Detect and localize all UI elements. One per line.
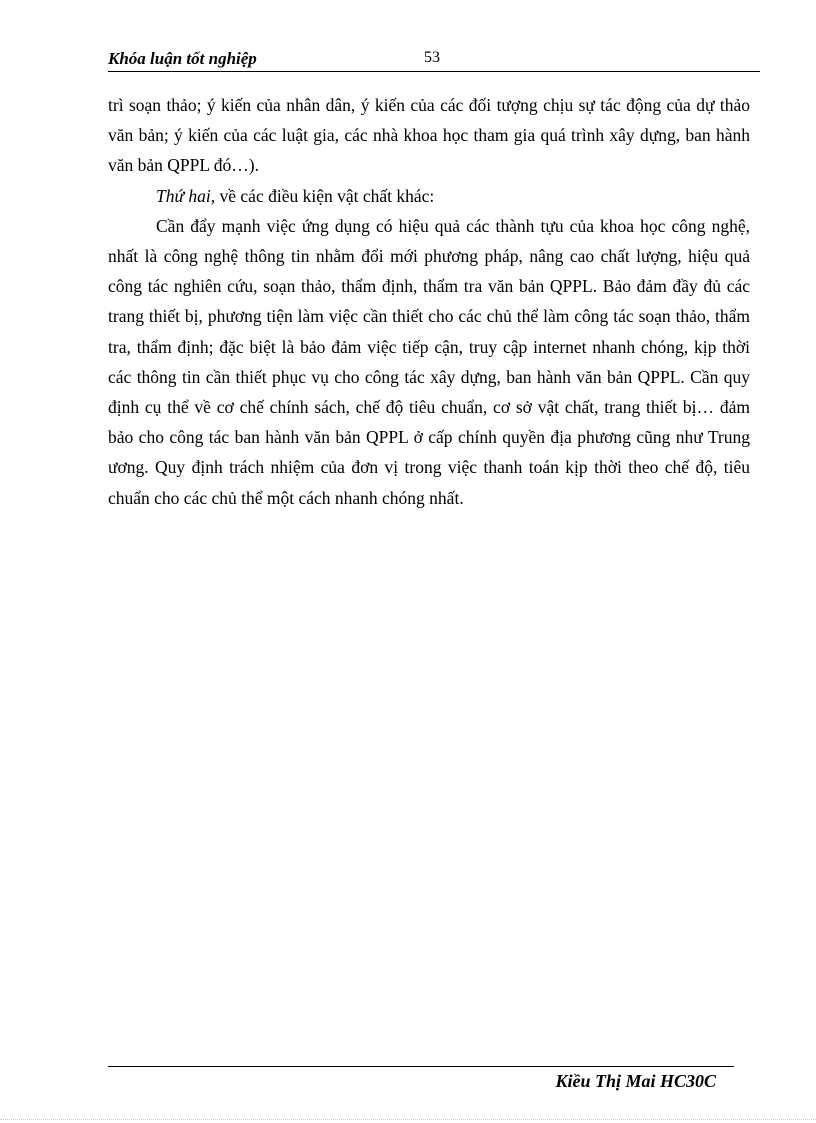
body-text [108,90,750,513]
second-point-lead: Thứ hai, [156,185,216,206]
footer-rule [108,1066,734,1067]
paragraph-material-conditions: Cần đẩy mạnh việc ứng dụng có hiệu quả các thành tựu của khoa học công nghệ, nhất là công nghệ thông tin nhằm đổi mới phương pháp, nâng cao chất lượng, hiệu quả công tác nghiên cứu, soạn thảo, thẩm định, thẩm tra văn bản QPPL. Bảo đảm đầy đủ các trang thiết bị, phương tiện làm việc cần thiết cho các chủ thể làm công tác soạn thảo, thẩm tra, thẩm định; đặc biệt là bảo đảm việc tiếp cận, truy cập internet nhanh chóng, kịp thời các thông tin cần thiết phục vụ cho công tác xây dựng, ban hành văn bản QPPL. Cần quy định cụ thể về cơ chế chính sách, chế độ tiêu chuẩn, cơ sở vật chất, trang thiết bị… đảm bảo cho công tác ban hành văn bản QPPL ở cấp chính quyền địa phương cũng như Trung ương. Quy định trách nhiệm của đơn vị trong việc thanh toán kịp thời theo chế độ, tiêu chuẩn cho các chủ thể một cách nhanh chóng nhất. [108,215,750,508]
page-header [108,47,760,72]
paragraph-continuation: trì soạn thảo; ý kiến của nhân dân, ý kiến của các đối tượng chịu sự tác động của dự thảo văn bản; ý kiến của các luật gia, các nhà khoa học tham gia quá trình xây dựng, ban hành văn bản QPPL đó…). [108,95,750,176]
second-point-text: về các điều kiện vật chất khác: [215,185,435,206]
page-number: 53 [424,49,440,66]
footer-author: Kiều Thị Mai HC30C [555,1071,716,1091]
header-title: Khóa luận tốt nghiệp [108,49,257,68]
page-bottom-border [0,1119,816,1120]
paragraph-second-point [108,181,750,211]
